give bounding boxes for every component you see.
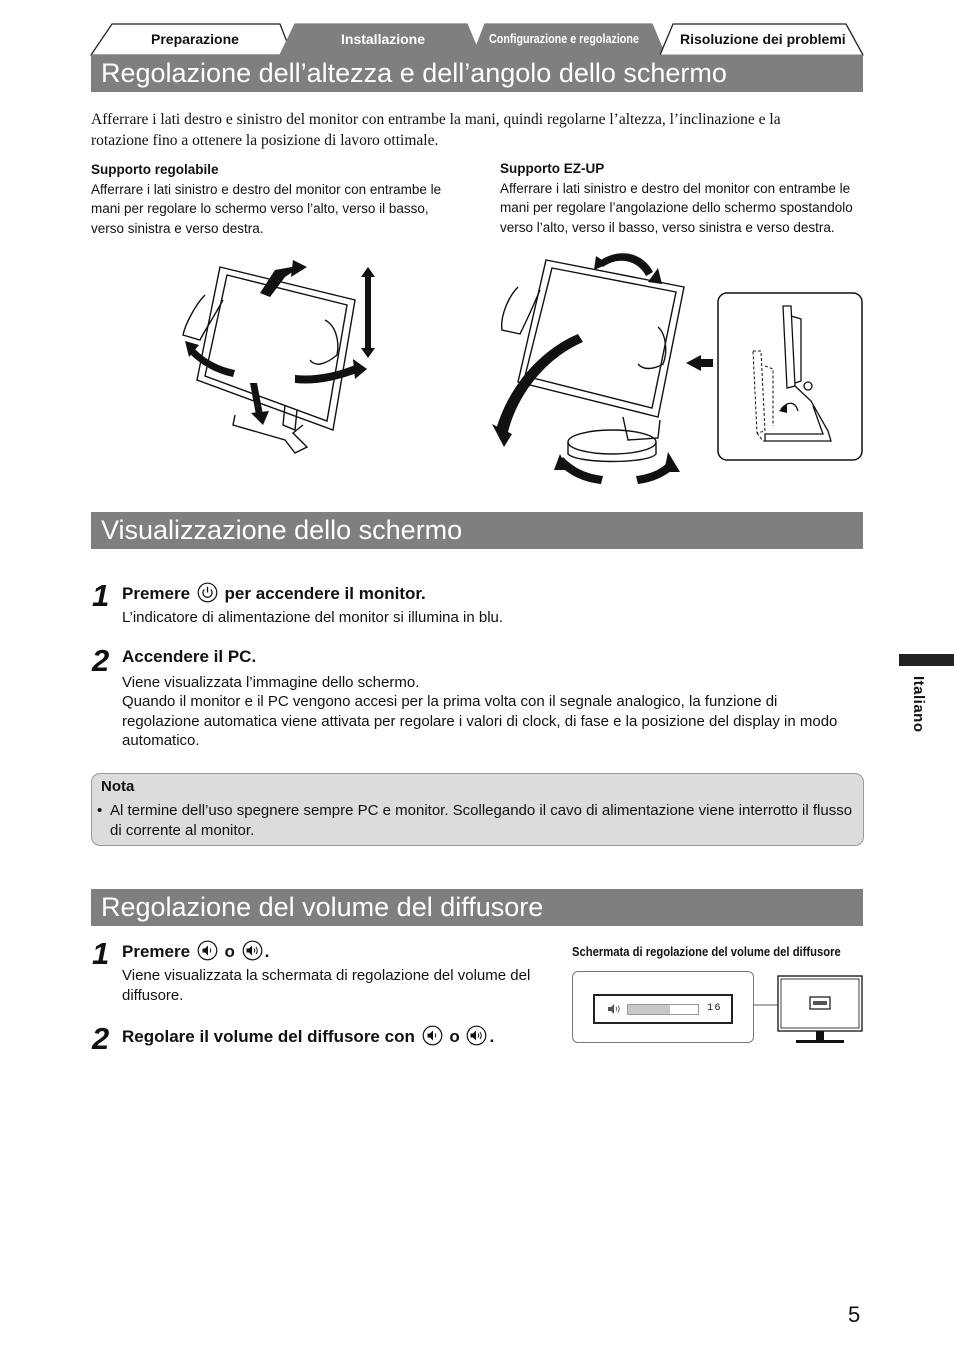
section-title-altezza: Regolazione dell’altezza e dell’angolo dello schermo	[91, 55, 863, 92]
step-text-pc-line2: Quando il monitor e il PC vengono accesi per la prima volta con il segnale analogico, la funzione di regolazione automatica viene attivata per regolare i valori di clock, di fase e la posizione del display in modo automatico.	[122, 693, 838, 749]
step-title-pre: Premere	[122, 584, 191, 603]
volume-osd	[593, 994, 733, 1024]
step-title-pre: Regolare il volume del diffusore con	[122, 1027, 415, 1046]
note-title: Nota	[101, 778, 135, 795]
step-title-period: .	[264, 942, 270, 961]
volume-down-icon	[197, 940, 218, 961]
column-supporto-regolabile	[91, 160, 461, 238]
step-title-adjust-volume	[122, 1025, 494, 1047]
page-number: 5	[848, 1302, 861, 1327]
speaker-icon	[607, 1003, 621, 1015]
volume-screen-frame	[572, 971, 754, 1043]
volume-up-icon	[466, 1025, 487, 1046]
heading-supporto-regolabile: Supporto regolabile	[91, 162, 219, 177]
step-title-period: .	[489, 1027, 495, 1046]
step-title-post: per accendere il monitor.	[224, 584, 426, 603]
side-view-inset	[683, 291, 865, 463]
volume-value: 16	[707, 1003, 723, 1014]
section-title-volume: Regolazione del volume del diffusore	[91, 889, 863, 926]
tab-installazione[interactable]: Installazione	[341, 31, 426, 47]
step-title-power	[122, 582, 426, 604]
step-text-volume: Viene visualizzata la schermata di regolazione del volume del diffusore.	[122, 967, 531, 1004]
tab-risoluzione[interactable]: Risoluzione dei problemi	[680, 31, 846, 47]
step-title-or: o	[224, 942, 235, 961]
heading-supporto-ezup: Supporto EZ-UP	[500, 161, 605, 176]
note-bullet: •	[97, 802, 103, 819]
tab-preparazione[interactable]: Preparazione	[151, 31, 239, 47]
tab-configurazione[interactable]: Configurazione e regolazione	[489, 32, 639, 46]
figure-caption: Schermata di regolazione del volume del diffusore	[572, 945, 841, 959]
volume-bar-fill	[628, 1005, 670, 1014]
side-language-marker	[899, 654, 954, 666]
step-number: 1	[92, 936, 110, 971]
intro-paragraph: Afferrare i lati destro e sinistro del monitor con entrambe la mani, quindi regolarne l’altezza, l’inclinazione e la rotazione fino a ottenere la posizione di lavoro ottimale.	[91, 111, 781, 149]
step-number: 2	[92, 1021, 110, 1056]
text-supporto-ezup: Afferrare i lati sinistro e destro del monitor con entrambe le mani per regolare l’angolazione dello schermo spostandolo verso l’alto, verso il basso, verso sinistra e verso destra.	[500, 180, 853, 235]
step-title-or: o	[449, 1027, 460, 1046]
chapter-tabs	[90, 22, 864, 56]
adjustable-stand-illustration	[175, 255, 380, 460]
note-box	[91, 773, 864, 846]
step-title-pre: Premere	[122, 942, 191, 961]
volume-up-icon	[242, 940, 263, 961]
step-title-volume-buttons	[122, 940, 269, 962]
monitor-thumbnail	[754, 971, 866, 1047]
step-text-pc-line1: Viene visualizzata l’immagine dello schermo.	[122, 674, 420, 691]
column-supporto-ezup	[500, 159, 868, 237]
step-number: 2	[92, 643, 110, 678]
step-text-power: L’indicatore di alimentazione del monitor si illumina in blu.	[122, 609, 504, 626]
note-text: Al termine dell’uso spegnere sempre PC e monitor. Scollegando il cavo di alimentazione viene interrotto il flusso di corrente al monitor.	[110, 802, 853, 839]
step-title-pc: Accendere il PC.	[122, 647, 257, 666]
volume-bar-track	[627, 1004, 699, 1015]
volume-down-icon	[422, 1025, 443, 1046]
step-number: 1	[92, 578, 110, 613]
text-supporto-regolabile: Afferrare i lati sinistro e destro del monitor con entrambe le mani per regolare lo schermo verso l’alto, verso il basso, verso sinistra e verso destra.	[91, 181, 442, 236]
side-language-label: Italiano	[910, 676, 927, 733]
power-icon	[197, 582, 218, 603]
ezup-stand-illustration	[488, 242, 703, 487]
section-title-visualizzazione: Visualizzazione dello schermo	[91, 512, 863, 549]
